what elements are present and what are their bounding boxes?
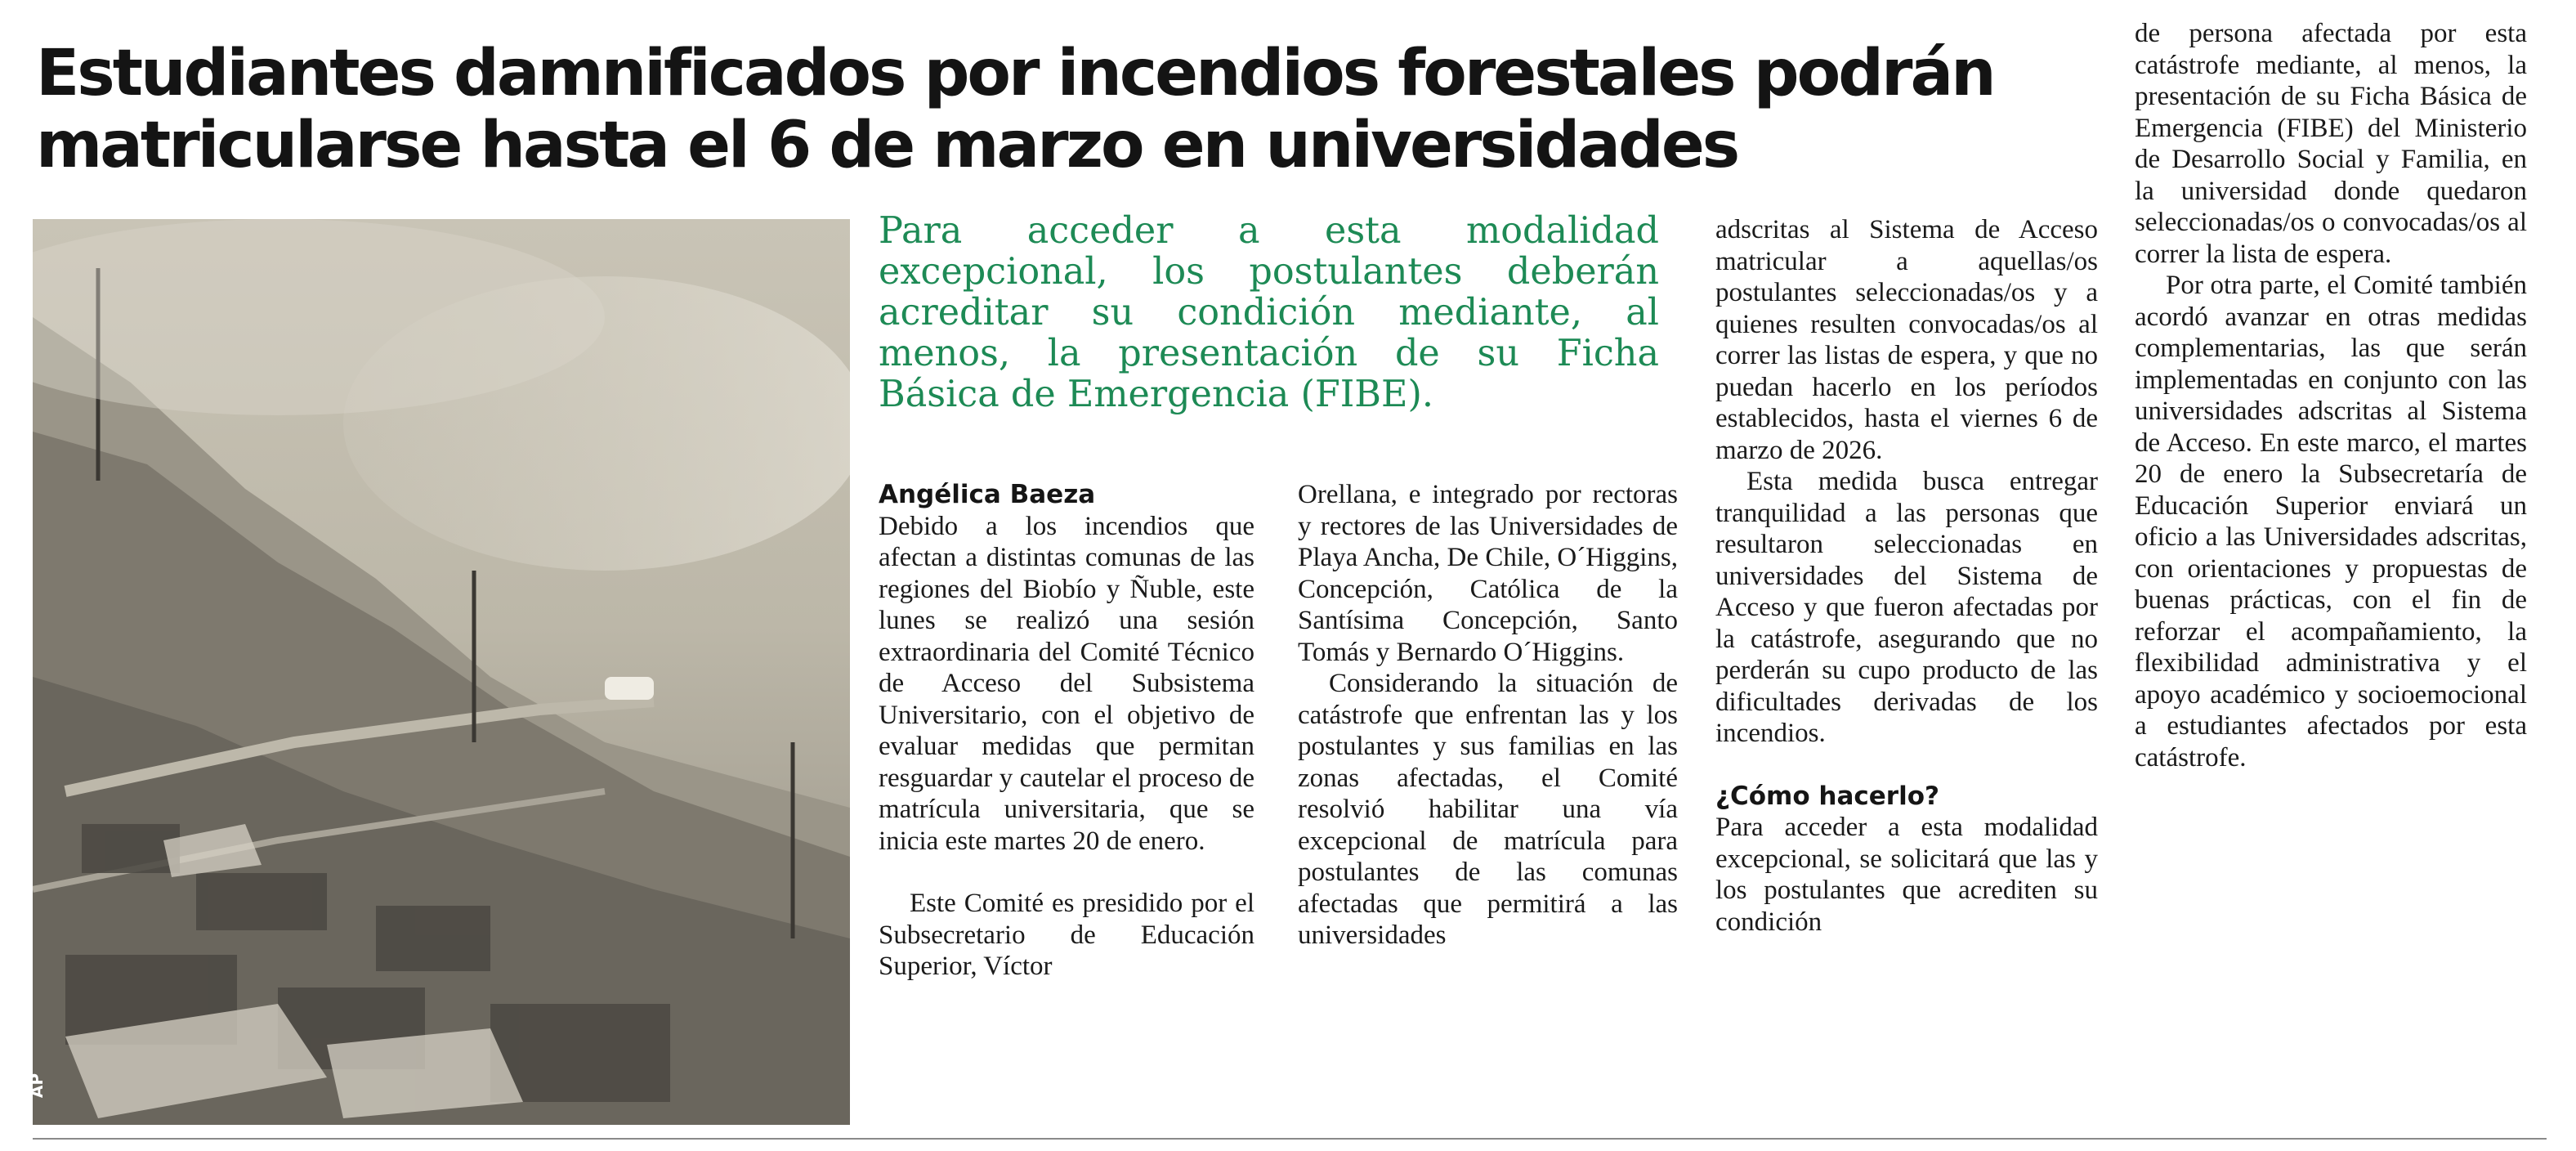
body-column-1 xyxy=(879,479,1254,983)
body-paragraph: Orellana, e integrado por rectoras y rectores de las Universidades de Playa Ancha, De Chile, O´Higgins, Concepción, Católica de la Santísima Concepción, Santo Tomás y Bernardo O´Higgins. xyxy=(1298,480,1678,667)
body-paragraph: Debido a los incendios que afectan a distintas comunas de las regiones del Biobío y Ñuble, este lunes se realizó una sesión extraordinaria del Comité Técnico de Acceso del Subsistema Universitario, con el objetivo de evaluar medidas que permitan resguardar y cautelar el proceso de matrícula universitaria, que se inicia este martes 20 de enero. xyxy=(879,511,1254,856)
headline xyxy=(36,38,2128,181)
wildfire-photo xyxy=(27,219,850,1125)
photo-credit: AP xyxy=(27,1073,47,1099)
section-subhead: ¿Cómo hacerlo? xyxy=(1715,781,1940,811)
body-paragraph: de persona afectada por esta catástrofe mediante, al menos, la presentación de su Ficha Básica de Emergencia (FIBE) del Ministerio de Desarrollo Social y Familia, en la universidad donde quedaron seleccionadas/os o convocadas/os al correr la lista de espera. xyxy=(2135,19,2527,269)
body-paragraph: Esta medida busca entregar tranquilidad a las personas que resultaron seleccionadas en universidades del Sistema de Acceso y que fueron afectadas por la catástrofe, asegurando que no perderán su cupo producto de las dificultades derivadas de los incendios. xyxy=(1715,467,2098,748)
body-paragraph: Este Comité es presidido por el Subsecretario de Educación Superior, Víctor xyxy=(879,889,1254,981)
headline-line-1: Estudiantes damnificados por incendios forestales podrán xyxy=(36,37,1994,110)
body-paragraph: Para acceder a esta modalidad excepcional, se solicitará que las y los postulantes que acrediten su condición xyxy=(1715,813,2098,937)
body-paragraph: Por otra parte, el Comité también acordó avanzar en otras medidas complementarias, las que serán implementadas en conjunto con las universidades adscritas al Sistema de Acceso. En este marco, el martes 20 de enero la Subsecretaría de Educación Superior enviará un oficio a las Universidades adscritas, con orientaciones y propuestas de buenas prácticas, con el fin de reforzar el acompañamiento, la flexibilidad administrativa y el apoyo académico y socioemocional a estudiantes afectados por esta catástrofe. xyxy=(2135,271,2527,773)
lead-paragraph: Para acceder a esta modalidad excepcional, los postulantes deberán acreditar su condición mediante, al menos, la presentación de su Ficha Básica de Emergencia (FIBE). xyxy=(879,210,1659,415)
body-column-4 xyxy=(2135,18,2527,773)
body-paragraph: Considerando la situación de catástrofe que enfrentan las y los postulantes y sus familias en las zonas afectadas, el Comité resolvió habilitar una vía excepcional de matrícula para postulantes de las comunas afectadas que permitirá a las universidades xyxy=(1298,669,1678,950)
author-byline: Angélica Baeza xyxy=(879,480,1096,509)
body-column-2 xyxy=(1298,479,1678,952)
bottom-rule xyxy=(33,1138,2547,1140)
body-paragraph: adscritas al Sistema de Acceso matricular a aquellas/os postulantes seleccionadas/os y a quienes resulten convocadas/os al correr las listas de espera, y que no puedan hacerlo en los períodos establecidos, hasta el viernes 6 de marzo de 2026. xyxy=(1715,215,2098,465)
body-column-3 xyxy=(1715,214,2098,938)
headline-line-2: matricularse hasta el 6 de marzo en universidades xyxy=(36,109,1738,182)
